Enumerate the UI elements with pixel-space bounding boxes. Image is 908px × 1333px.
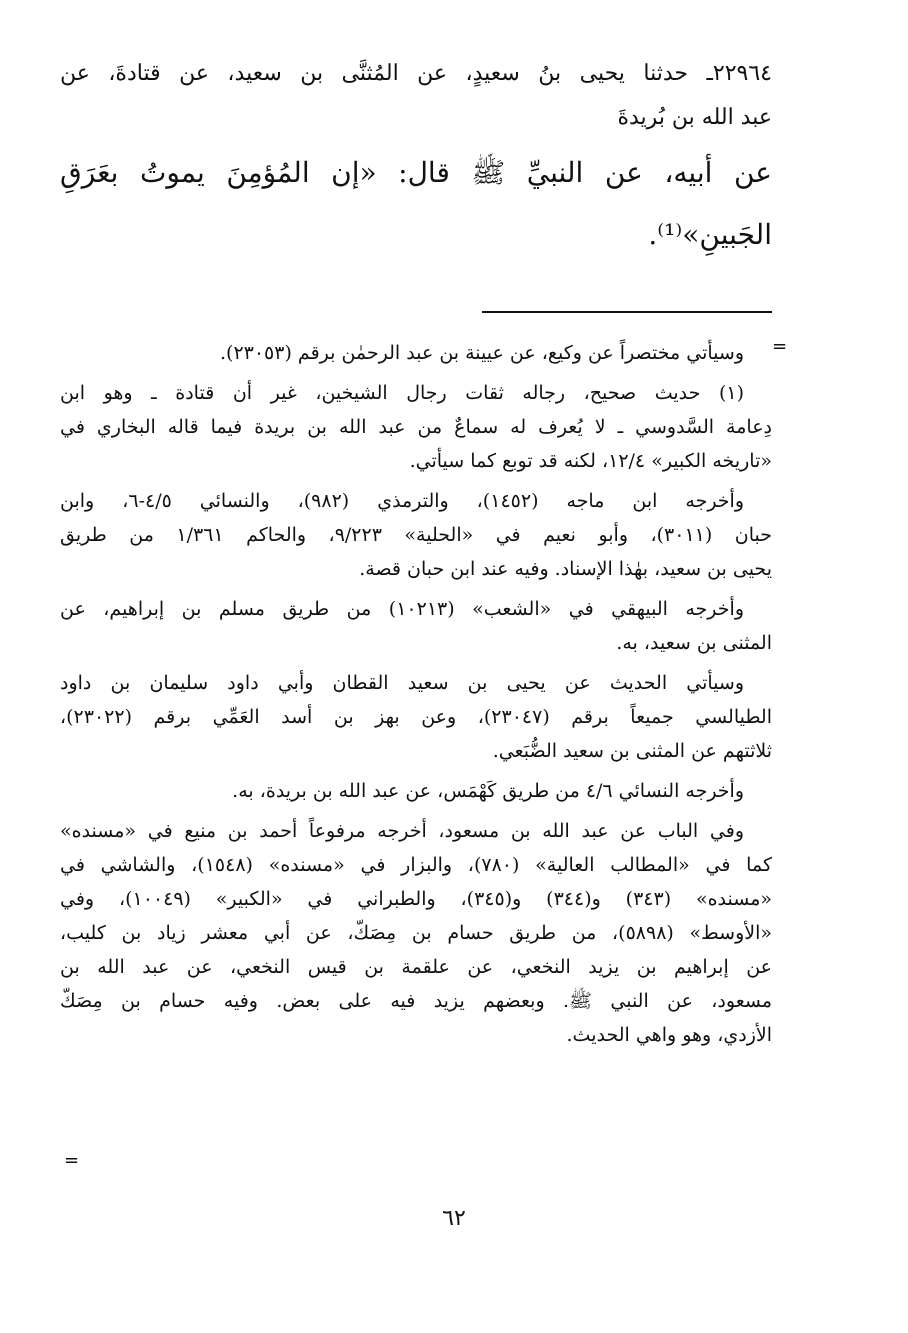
continuation-marker: = (772, 336, 788, 357)
footnote-paragraph (60, 592, 772, 660)
footnote-paragraph (60, 666, 772, 768)
isnad-line: ٢٢٩٦٤ـ حدثنا يحيى بنُ سعيدٍ، عن المُثنَّى بن سعيد، عن قتادةَ، عن (60, 61, 772, 86)
footnote-paragraph (60, 484, 772, 586)
footnote-line: «مسنده» (٣٤٣) و(٣٤٤) و(٣٤٥)، والطبراني في «الكبير» (١٠٠٤٩)، وفي (60, 888, 772, 910)
footnote-line: كما في «المطالب العالية» (٧٨٠)، والبزار في «مسنده» (١٥٤٨)، والشاشي في (60, 854, 772, 876)
footnote-line: وأخرجه البيهقي في «الشعب» (١٠٢١٣) من طريق مسلم بن إبراهيم، عن (60, 598, 744, 620)
footnote-line: الطيالسي جميعاً برقم (٢٣٠٤٧)، وعن بهز بن أسد العَمِّي برقم (٢٣٠٢٢)، (60, 706, 773, 728)
footnote-separator (482, 311, 772, 313)
footnote-line: «الأوسط» (٥٨٩٨)، من طريق حسام بن مِصَكّ، عن أبي معشر زياد بن كليب، (60, 922, 772, 944)
matn-line: الجَبينِ»⁽¹⁾. (648, 218, 772, 251)
footnote-line: وأخرجه النسائي ٤/٦ من طريق كَهْمَس، عن عبد الله بن بريدة، به. (232, 780, 744, 802)
footnote-line: المثنى بن سعيد، به. (616, 632, 772, 654)
continuation-marker: = (64, 1150, 80, 1171)
footnote-line: حبان (٣٠١١)، وأبو نعيم في «الحلية» ٩/٢٢٣، والحاكم ١/٣٦١ من طريق (60, 524, 772, 546)
footnote-paragraph (60, 774, 772, 808)
footnote-line: يحيى بن سعيد، بهٰذا الإسناد. وفيه عند ابن حبان قصة. (359, 558, 772, 580)
footnote-line: وسيأتي مختصراً عن وكيع، عن عيينة بن عبد الرحمٰن برقم (٢٣٠٥٣). (219, 342, 744, 364)
footnote-line: (١) حديث صحيح، رجاله ثقات رجال الشيخين، غير أن قتادة ـ وهو ابن (60, 382, 744, 404)
isnad-line: عبد الله بن بُريدةَ (617, 105, 772, 130)
hadith-block (60, 52, 772, 264)
footnote-line: الأزدي، وهو واهي الحديث. (566, 1024, 772, 1046)
footnote-paragraph (60, 336, 772, 370)
footnote-line: «تاريخه الكبير» ١٢/٤، لكنه قد توبع كما سيأتي. (409, 450, 772, 472)
footnote-line: وفي الباب عن عبد الله بن مسعود، أخرجه مرفوعاً أحمد بن منيع في «مسنده» (60, 820, 744, 842)
footnote-line: عن إبراهيم بن يزيد النخعي، عن علقمة بن قيس النخعي، عن عبد الله بن (60, 956, 772, 978)
footnote-paragraph (60, 814, 772, 1052)
page-number: ٦٢ (442, 1206, 466, 1231)
footnote-paragraph (60, 376, 772, 478)
footnote-line: وأخرجه ابن ماجه (١٤٥٢)، والترمذي (٩٨٢)، والنسائي ٤/٥-٦، وابن (60, 490, 744, 512)
footnote-line: وسيأتي الحديث عن يحيى بن سعيد القطان وأبي داود سليمان بن داود (60, 672, 744, 694)
footnotes (60, 330, 772, 1052)
matn-line: عن أبيه، عن النبيِّ ﷺ قال: «إن المُؤمِنَ يموتُ بعَرَقِ (60, 156, 772, 189)
footnote-line: دِعامة السَّدوسي ـ لا يُعرف له سماعٌ من عبد الله بن بريدة فيما قاله البخاري في (60, 416, 772, 438)
footnote-line: مسعود، عن النبي ﷺ. وبعضهم يزيد فيه على بعض. وفيه حسام بن مِصَكّ (60, 990, 772, 1012)
footnote-line: ثلاثتهم عن المثنى بن سعيد الضُّبَعي. (492, 740, 772, 762)
